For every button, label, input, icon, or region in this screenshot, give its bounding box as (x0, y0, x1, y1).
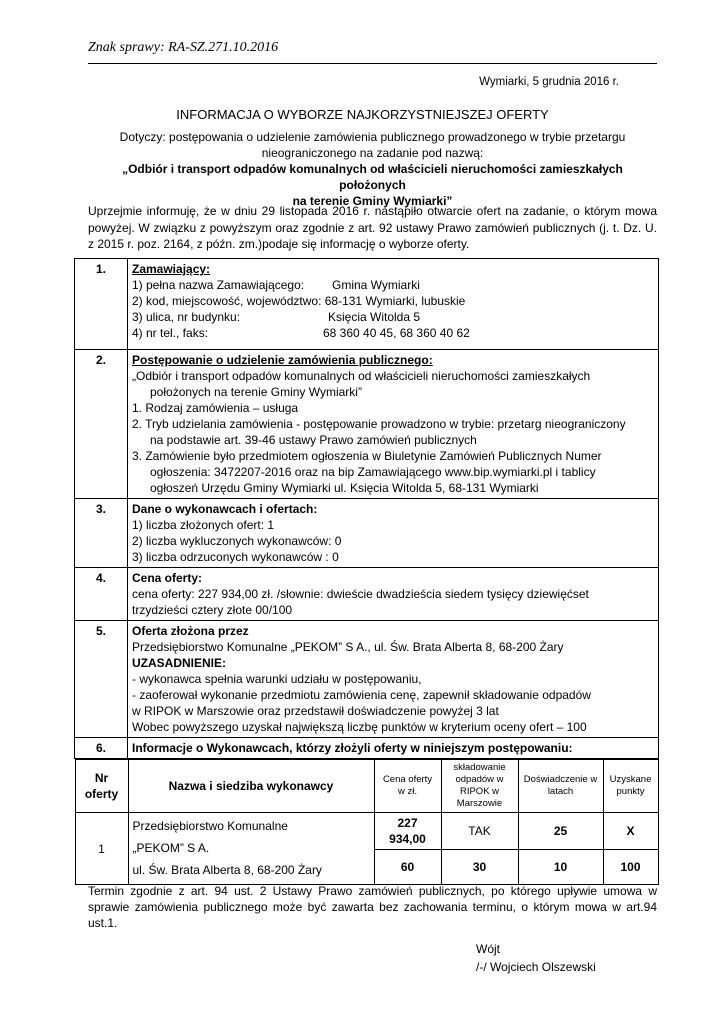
offer-experience: 25 (518, 813, 603, 850)
offer-row (75, 813, 658, 850)
offer-price: 227 934,00 (374, 813, 441, 850)
offers-table (75, 759, 659, 885)
section-content (128, 568, 659, 621)
subject-line: nieograniczonego na zadanie pod nazwą: (261, 146, 484, 160)
field-line: 2) liczba wykluczonych wykonawców: 0 (132, 534, 342, 548)
section-number: 5. (75, 621, 128, 738)
section-number: 1. (75, 259, 128, 350)
offers-header-row (75, 760, 658, 813)
field-line: „Odbiór i transport odpadów komunalnych od właścicieli nieruchomości zamieszkałych (132, 369, 591, 383)
field-line: na podstawie art. 39-46 ustawy Prawo zamówień publicznych (150, 433, 477, 447)
document-title: INFORMACJA O WYBORZE NAJKORZYSTNIEJSZEJ OFERTY (176, 107, 549, 122)
contractor-line: ul. Św. Brata Alberta 8, 68-200 Żary (132, 863, 322, 877)
section-number: 3. (75, 499, 128, 568)
section-heading: Oferta złożona przez (132, 624, 249, 638)
field-line: 3) liczba odrzuconych wykonawców : 0 (132, 550, 339, 564)
field-value: 68 360 40 45, 68 360 40 62 (323, 326, 470, 340)
section-heading: Cena oferty: (132, 571, 203, 585)
subject-block (88, 129, 657, 209)
footer-paragraph: Termin zgodnie z art. 94 ust. 2 Ustawy Prawo zamówień publicznych, po którego upływie umowa w sprawie zamówienia publicznego może być zawarta bez zachowania terminu, o którym mowa w art.94 ust.1. (88, 884, 657, 930)
field-line: ogłoszenia: 3472207-2016 oraz na bip Zamawiającego www.bip.wymiarki.pl i tablicy (150, 465, 596, 479)
field-line: 2. Tryb udzielania zamówienia - postępowanie prowadzono w trybie: przetarg nieograniczony (132, 417, 626, 431)
subject-line: Dotyczy: postępowania o udzielenie zamówienia publicznego prowadzonego w trybie przetargu (119, 130, 626, 144)
field-line: położonych na terenie Gminy Wymiarki” (150, 385, 362, 399)
col-price-header: Cena oferty w zł. (374, 760, 441, 813)
field-line: 3. Zamówienie było przedmiotem ogłoszenia w Biuletynie Zamówień Publicznych Numer (132, 449, 602, 463)
offer-number: 1 (75, 813, 128, 885)
field-value: Gmina Wymiarki (332, 278, 420, 292)
intro-paragraph: Uprzejmie informuję, że w dniu 29 listopada 2016 r. nastąpiło otwarcie ofert na zadanie, o którym mowa powyżej. W związku z powyższym oraz zgodnie z art. 92 ustawy Prawo zamówień publicznych (j. t. Dz. U. z 2015 r. poz. 2164, z późn. zm.)podaje się informację o wyborze oferty. (88, 204, 657, 251)
section-heading: Dane o wykonawcach i ofertach: (132, 502, 318, 516)
section-row (75, 621, 659, 738)
case-number: Znak sprawy: RA-SZ.271.10.2016 (88, 40, 279, 55)
section-number: 4. (75, 568, 128, 621)
task-name: na terenie Gminy Wymiarki” (292, 194, 453, 208)
col-points-header: Uzyskane punkty (603, 760, 658, 813)
section-number: 6. (75, 738, 128, 759)
col-storage-header: składowanie odpadów w RIPOK w Marszowie (441, 760, 518, 813)
section-row (75, 350, 659, 499)
offer-points: X (603, 813, 658, 850)
experience-points: 10 (518, 850, 603, 885)
task-name: „Odbiór i transport odpadów komunalnych od właścicieli nieruchomości zamieszkałych położonych (122, 162, 623, 192)
field-line: - zaoferował wykonanie przedmiotu zamówienia cenę, zapewnił składowanie odpadów (132, 688, 591, 702)
storage-points: 30 (441, 850, 518, 885)
section-row (75, 738, 659, 759)
col-name-header: Nazwa i siedziba wykonawcy (128, 760, 374, 813)
section-number: 2. (75, 350, 128, 499)
section-content (128, 499, 659, 568)
field-line: 1) liczba złożonych ofert: 1 (132, 518, 275, 532)
contractor-line: „PEKOM” S A. (132, 841, 210, 855)
signature-role: Wójt (476, 942, 500, 956)
section-heading: Postępowanie o udzielenie zamówienia publicznego: (132, 353, 433, 367)
field-value: Księcia Witolda 5 (328, 310, 421, 324)
section-content (128, 621, 659, 738)
field-line: w RIPOK w Marszowie oraz przedstawił doświadczenie powyżej 3 lat (132, 704, 499, 718)
offer-contractor (128, 813, 374, 885)
section-row (75, 568, 659, 621)
field-line: 1. Rodzaj zamówienia – usługa (132, 401, 299, 415)
section-content (128, 259, 659, 350)
section-row (75, 499, 659, 568)
signature-name: /-/ Wojciech Olszewski (476, 960, 596, 974)
contractor-line: Przedsiębiorstwo Komunalne (132, 819, 288, 833)
signature-block (476, 940, 596, 976)
section-content (128, 350, 659, 499)
total-points: 100 (603, 850, 658, 885)
justification-heading: UZASADNIENIE: (132, 656, 227, 670)
field-line: Wobec powyższego uzyskał największą liczbę punktów w kryterium oceny ofert – 100 (132, 720, 587, 734)
field-line: 2) kod, miejscowość, województwo: 68-131 Wymiarki, lubuskie (132, 294, 466, 308)
field-label: 1) pełna nazwa Zamawiającego: (132, 278, 305, 292)
field-line: Przedsiębiorstwo Komunalne „PEKOM” S A., ul. Św. Brata Alberta 8, 68-200 Żary (132, 640, 564, 654)
section-heading: Zamawiający: (132, 262, 211, 276)
col-nr-header: Nr oferty (75, 760, 128, 813)
section-content (128, 738, 659, 759)
price-points: 60 (374, 850, 441, 885)
document-date: Wymiarki, 5 grudnia 2016 r. (479, 76, 619, 88)
field-line: trzydzieści cztery złote 00/100 (132, 603, 293, 617)
information-table (74, 258, 659, 885)
section-row (75, 259, 659, 350)
field-line: - wykonawca spełnia warunki udziału w postępowaniu, (132, 672, 422, 686)
field-line: cena oferty: 227 934,00 zł. /słownie: dwieście dwadzieścia siedem tysięcy dziewięćset (132, 587, 589, 601)
field-label: 3) ulica, nr budynku: (132, 310, 241, 324)
header-divider (88, 63, 657, 64)
offers-row (75, 759, 659, 886)
section-heading: Informacje o Wykonawcach, którzy złożyli oferty w niniejszym postępowaniu: (132, 741, 573, 755)
field-line: ogłoszeń Urzędu Gminy Wymiarki ul. Księcia Witolda 5, 68-131 Wymiarki (150, 481, 539, 495)
offer-storage: TAK (441, 813, 518, 850)
field-label: 4) nr tel., faks: (132, 326, 209, 340)
col-experience-header: Doświadczenie w latach (518, 760, 603, 813)
